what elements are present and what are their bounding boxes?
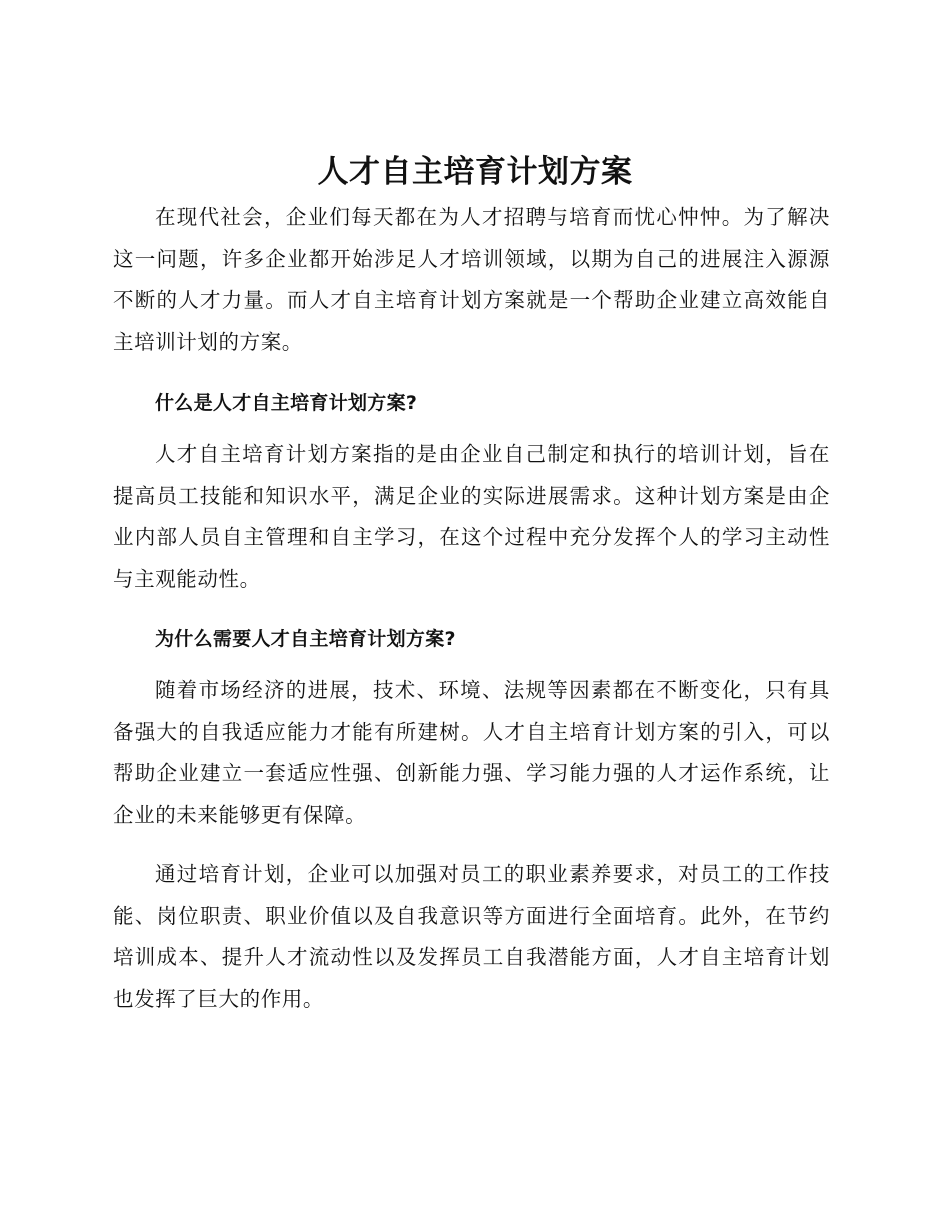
section2-paragraph-2: 通过培育计划，企业可以加强对员工的职业素养要求，对员工的工作技能、岗位职责、职业价值以及自我意识等方面进行全面培育。此外，在节约培训成本、提升人才流动性以及发挥员工自我潜能方面，人才自主培育计划也发挥了巨大的作用。 (113, 862, 830, 1011)
section1-heading: 什么是人才自主培育计划方案? (155, 392, 418, 414)
section2-heading: 为什么需要人才自主培育计划方案? (155, 628, 456, 650)
document-title: 人才自主培育计划方案 (317, 154, 633, 190)
section1-paragraph: 人才自主培育计划方案指的是由企业自己制定和执行的培训计划，旨在提高员工技能和知识水平，满足企业的实际进展需求。这种计划方案是由企业内部人员自主管理和自主学习，在这个过程中充分发挥个人的学习主动性与主观能动性。 (113, 442, 830, 591)
intro-paragraph: 在现代社会，企业们每天都在为人才招聘与培育而忧心忡忡。为了解决这一问题，许多企业都开始涉足人才培训领域，以期为自己的进展注入源源不断的人才力量。而人才自主培育计划方案就是一个帮助企业建立高效能自主培训计划的方案。 (113, 205, 830, 354)
section2-paragraph-1: 随着市场经济的进展，技术、环境、法规等因素都在不断变化，只有具备强大的自我适应能力才能有所建树。人才自主培育计划方案的引入，可以帮助企业建立一套适应性强、创新能力强、学习能力强的人才运作系统，让企业的未来能够更有保障。 (113, 678, 830, 827)
